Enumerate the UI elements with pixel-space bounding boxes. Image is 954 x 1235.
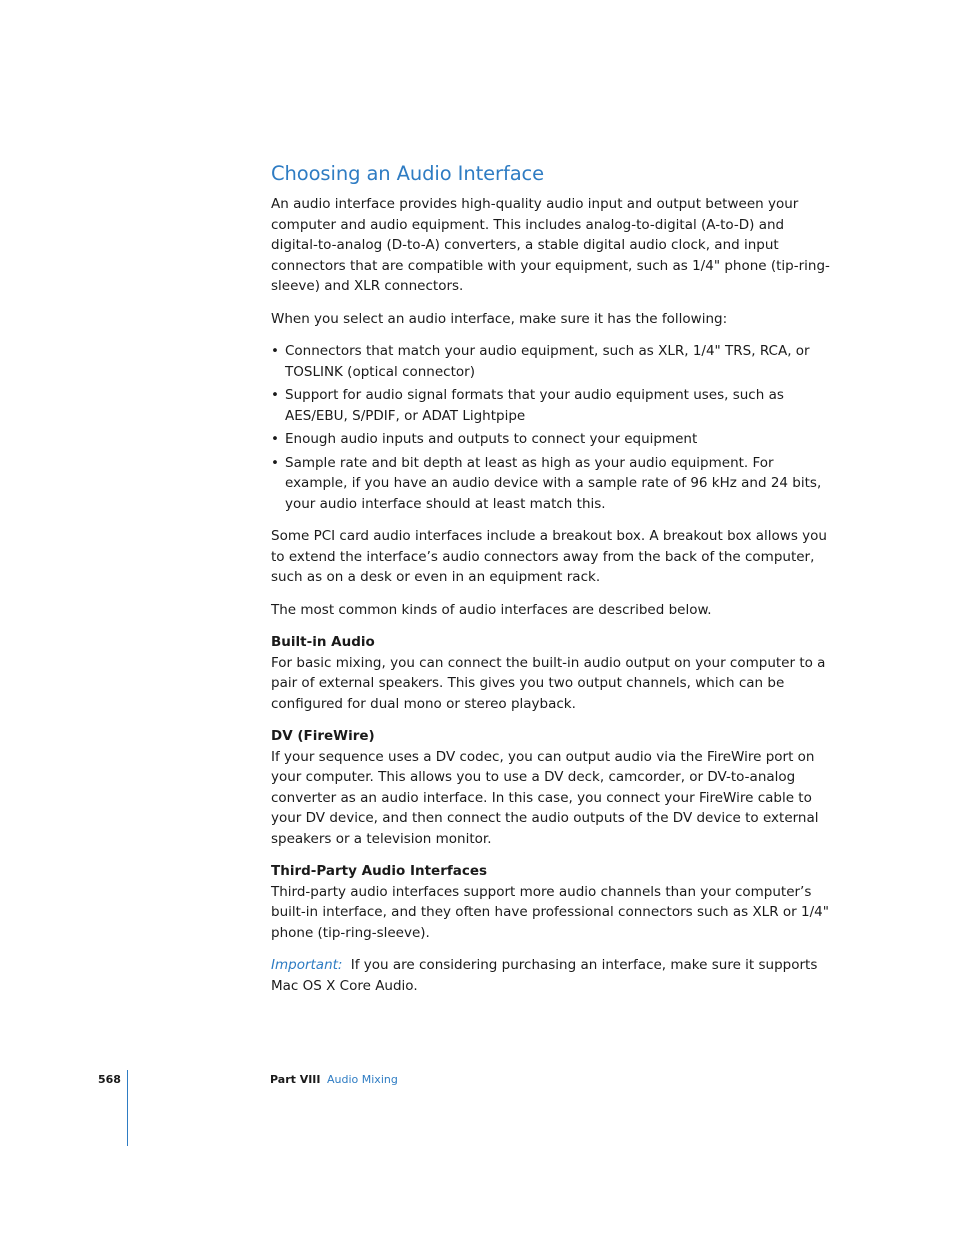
section-body: Third-party audio interfaces support more audio channels than your computer’s built-in interface, and they often have professional connectors such as XLR or 1/4" phone (tip-ring-sleeve). xyxy=(271,883,829,941)
select-intro-paragraph: When you select an audio interface, make sure it has the following: xyxy=(271,310,728,327)
list-item xyxy=(271,429,831,450)
section-heading: Third-Party Audio Interfaces xyxy=(271,863,488,879)
bullet-icon: • xyxy=(271,431,279,447)
breakout-paragraph: Some PCI card audio interfaces include a breakout box. A breakout box allows you to extend the interface’s audio connectors away from the back of the computer, such as on a desk or even in an equipment rack. xyxy=(271,528,827,585)
important-note xyxy=(271,955,831,996)
page-footer xyxy=(0,1070,954,1150)
intro-paragraph: An audio interface provides high-quality audio input and output between your computer and audio equipment. This includes analog-to-digital (A-to-D) and digital-to-analog (D-to-A) converters, a stable digital audio clock, and input connectors that are compatible with your equipment, such as 1/4" phone (tip-ring-sleeve) and XLR connectors. xyxy=(271,196,830,294)
section-dv-firewire xyxy=(271,726,831,849)
section-built-in-audio xyxy=(271,632,831,714)
footer-divider xyxy=(127,1070,128,1146)
list-item-text: Sample rate and bit depth at least as high as your audio equipment. For example, if you have an audio device with a sample rate of 96 kHz and 24 bits, your audio interface should at least match this. xyxy=(285,454,822,512)
list-item-text: Enough audio inputs and outputs to connect your equipment xyxy=(285,431,698,447)
bullet-icon: • xyxy=(271,343,279,359)
requirements-list xyxy=(271,341,831,514)
common-paragraph: The most common kinds of audio interfaces are described below. xyxy=(271,601,712,618)
bullet-icon: • xyxy=(271,387,279,403)
important-text: If you are considering purchasing an interface, make sure it supports Mac OS X Core Audio. xyxy=(271,957,818,994)
list-item xyxy=(271,453,831,515)
footer-section-link[interactable]: Audio Mixing xyxy=(327,1073,398,1086)
important-label: Important: xyxy=(271,957,343,973)
list-item xyxy=(271,341,831,382)
section-heading: Built-in Audio xyxy=(271,634,375,650)
section-body: For basic mixing, you can connect the built-in audio output on your computer to a pair of external speakers. This gives you two output channels, which can be configured for dual mono or stereo playback. xyxy=(271,654,826,712)
page-number: 568 xyxy=(98,1073,121,1086)
page-title: Choosing an Audio Interface xyxy=(271,162,545,185)
section-heading: DV (FireWire) xyxy=(271,728,375,744)
list-item-text: Connectors that match your audio equipment, such as XLR, 1/4" TRS, RCA, or TOSLINK (optical connector) xyxy=(285,343,810,380)
page-content xyxy=(271,160,831,1008)
list-item-text: Support for audio signal formats that your audio equipment uses, such as AES/EBU, S/PDIF, or ADAT Lightpipe xyxy=(285,387,784,424)
bullet-icon: • xyxy=(271,454,279,471)
footer-part: Part VIII xyxy=(270,1073,321,1086)
section-third-party xyxy=(271,861,831,943)
section-body: If your sequence uses a DV codec, you can output audio via the FireWire port on your computer. This allows you to use a DV deck, camcorder, or DV-to-analog converter as an audio interface. In this case, you connect your FireWire cable to your DV device, and then connect the audio outputs of the DV device to external speakers or a television monitor. xyxy=(271,748,819,847)
list-item xyxy=(271,385,831,426)
